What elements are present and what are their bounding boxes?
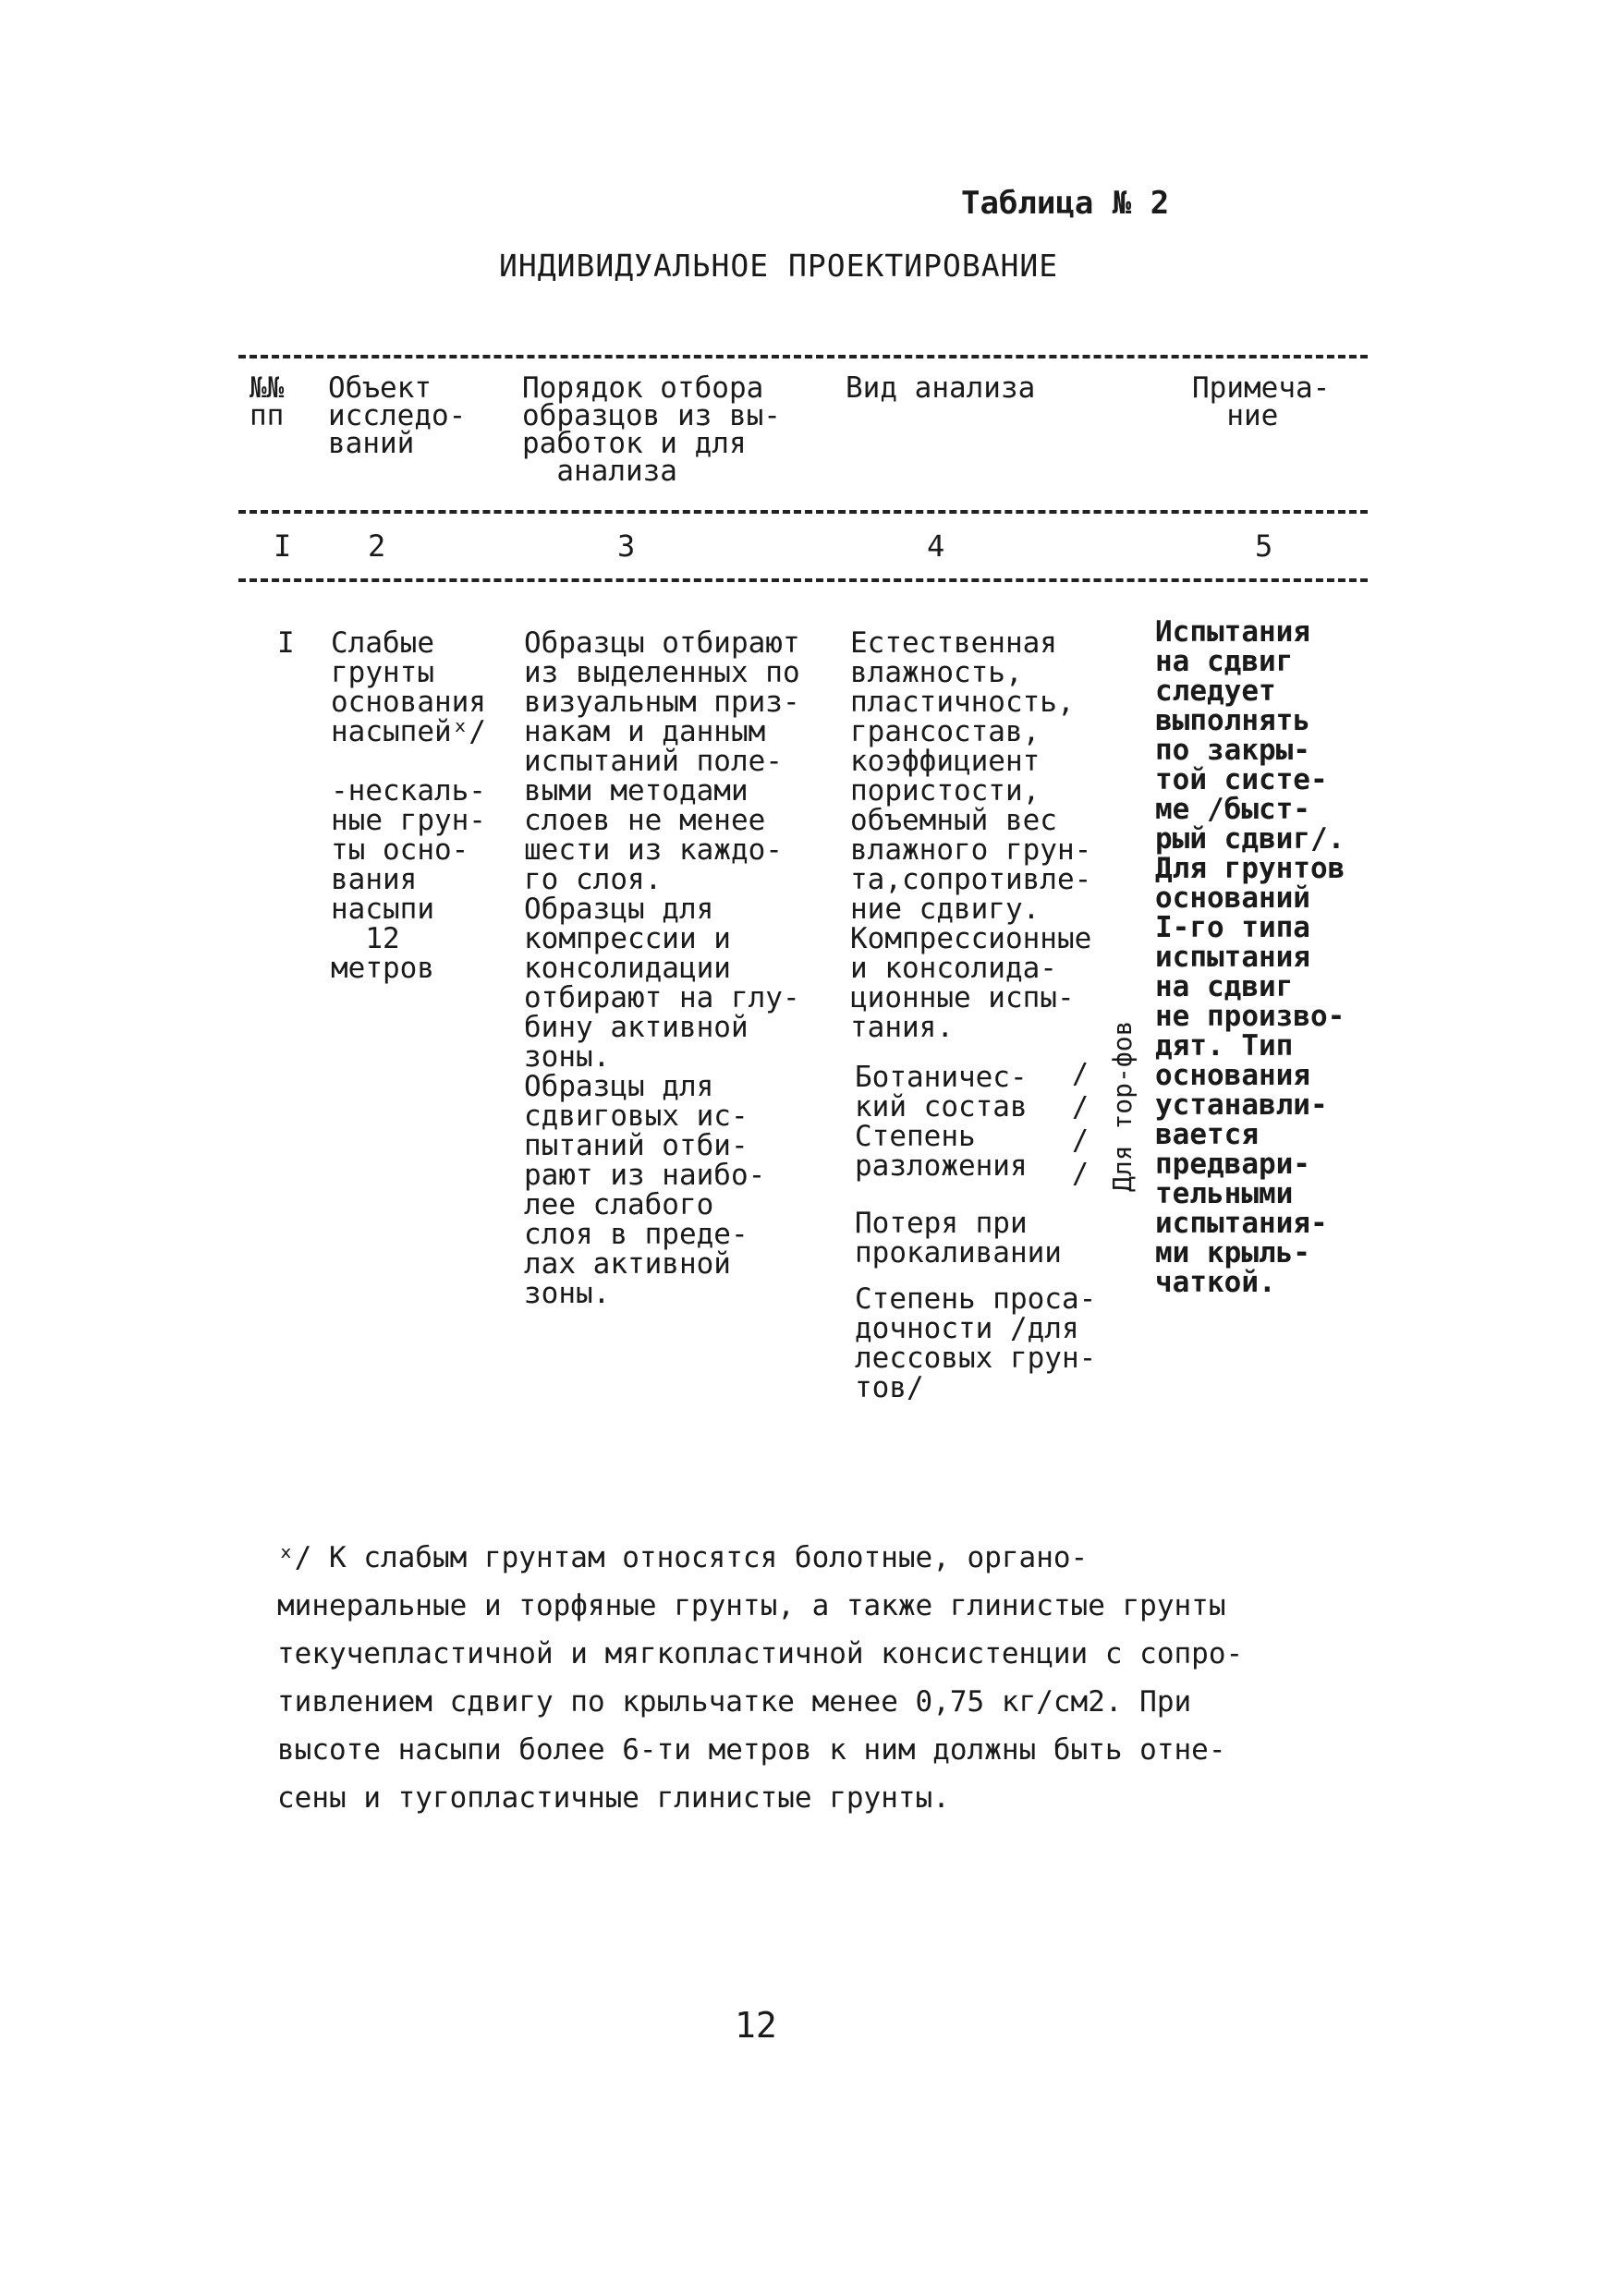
row-procedure: Образцы отбирают из выделенных по визуальным приз- накам и данным испытаний поле- выми методами слоев не менее шести из каждо- го слоя. Образцы для компрессии и консолидации отбирают на глу- бину активной зоны. Образцы для сдвиговых ис- пытаний отби- рают из наибо- лее слабого слоя в преде- лах активной зоны. (524, 626, 800, 1310)
col-number-2: 2 (368, 528, 386, 564)
peat-note: Для тор-фов (1107, 1020, 1138, 1192)
header-analysis: Вид анализа (846, 371, 1036, 405)
col-number-1: I (274, 528, 292, 564)
header-object: Объект исследо- ваний (328, 371, 467, 460)
col-number-3: 3 (617, 528, 636, 564)
col-number-5: 5 (1255, 528, 1273, 564)
row-analysis-main: Естественная влажность, пластичность, грансостав, коэффициент пористости, объемный вес влажного грун- та,сопротивле- ние сдвигу. Компрессионные и консолида- ционные испы- тания. (850, 626, 1092, 1044)
page-number: 12 (735, 2005, 777, 2046)
header-number: №№ пп (250, 371, 285, 432)
footnote: ˣ/ К слабым грунтам относятся болотные, органо- минеральные и торфяные грунты, а также глинистые грунты текучепластичной и мягкопластичной консистенции с сопро- тивлением сдвигу по крыльчатке менее 0,75 кг/см2. При высоте насыпи более 6-ти метров к ним должны быть отне- сены и тугопластичные глинистые грунты. (277, 1541, 1244, 1815)
header-procedure: Порядок отбора образцов из вы- работок и для анализа (522, 371, 781, 488)
table-top-rule (238, 355, 1368, 358)
row-analysis-loss: Потеря при прокаливании (855, 1207, 1062, 1269)
row-note: Испытания на сдвиг следует выполнять по закры- той систе- ме /быст- рый сдвиг/. Для грунтов оснований I-го типа испытания на сдвиг не произво- дят. Тип основания устанавли- вается предвари- тельными испытания- ми крыль- чаткой. (1155, 615, 1345, 1299)
col-number-4: 4 (927, 528, 945, 564)
row-number: I (277, 626, 295, 660)
row-analysis-subsidence: Степень проса- дочности /для лессовых грун- тов/ (855, 1282, 1097, 1404)
header-note: Примеча- ние (1192, 371, 1331, 432)
row-analysis-peat: Ботаничес- кий состав Степень разложения (855, 1061, 1028, 1183)
col-numbers-bottom-rule (238, 578, 1368, 582)
row-object: Слабые грунты основания насыпейˣ/ -нескаль- ные грун- ты осно- вания насыпи 12 метров (331, 626, 486, 985)
header-bottom-rule (238, 510, 1368, 514)
peat-bracket-slashes: / / / / (1072, 1058, 1090, 1190)
document-title: ИНДИВИДУАЛЬНОЕ ПРОЕКТИРОВАНИЕ (499, 248, 1059, 284)
table-label: Таблица № 2 (961, 185, 1170, 222)
